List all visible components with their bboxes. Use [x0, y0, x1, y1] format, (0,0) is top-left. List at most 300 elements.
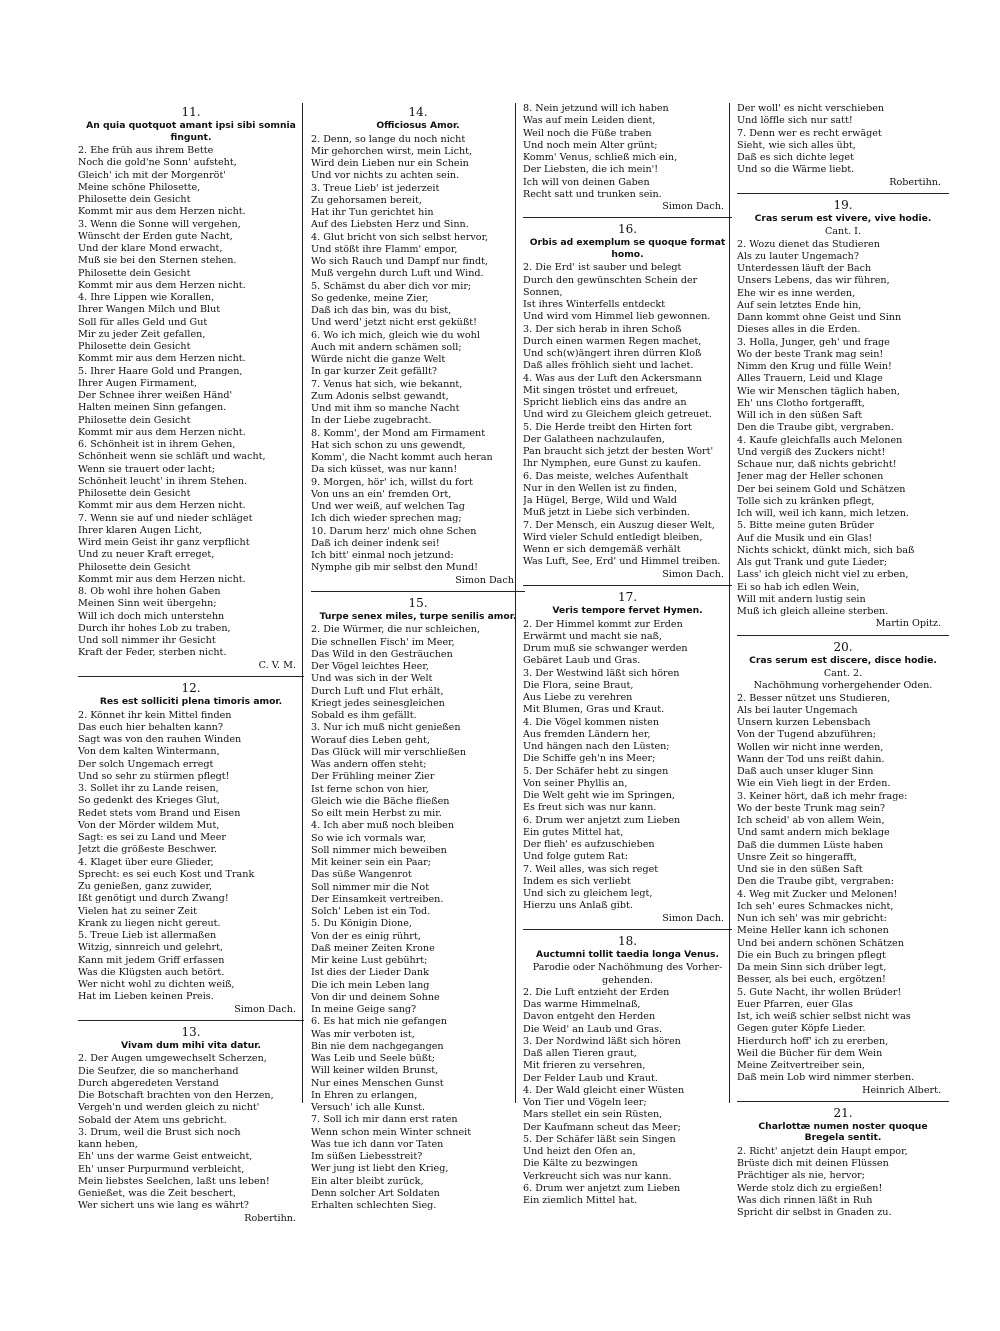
verse-line: 5. Die Herde treibt den Hirten fort: [523, 421, 693, 433]
verse-line: Der Liebsten, die ich mein'!: [523, 164, 659, 176]
verse-line: In meine Geige sang?: [311, 1004, 417, 1016]
verse-line: Sagt: es sei zu Land und Meer: [78, 832, 226, 844]
verse-line: So gedenkt des Krieges Glut,: [78, 795, 220, 807]
verse-line: Mit keiner sein ein Paar;: [311, 857, 432, 869]
poem-subtitle: gehenden.: [602, 974, 653, 986]
poem-number: 18.: [617, 933, 638, 948]
verse-line: Daß ich deiner indenk sei!: [311, 537, 440, 549]
verse-line: 7. Denn wer es recht erwäget: [737, 127, 882, 139]
column-2: [302, 103, 525, 1212]
verse-line: 4. Ihre Lippen wie Korallen,: [78, 292, 215, 304]
poem-author: Heinrich Albert.: [862, 1084, 941, 1096]
verse-line: Den die Traube gibt, vergraben:: [737, 876, 894, 888]
verse-line: Wenn sie trauert oder lacht;: [78, 463, 216, 475]
verse-line: 2. Richt' anjetzt dein Haupt empor,: [737, 1145, 908, 1157]
poem: [523, 103, 732, 213]
verse-line: Brüste dich mit deinen Flüssen: [737, 1158, 889, 1170]
verse-line: Mir zu jeder Zeit gefallen,: [78, 328, 206, 340]
verse-line: 3. Nur ich muß nicht genießen: [311, 722, 461, 734]
verse-line: Schönheit leucht' in ihrem Stehen.: [78, 475, 248, 487]
verse-line: Von dem kalten Wintermann,: [78, 746, 220, 758]
verse-line: 5. Ihrer Haare Gold und Prangen,: [78, 365, 243, 377]
verse-line: Der Frühling meiner Zier: [311, 771, 435, 783]
verse-line: Komm', die Nacht kommt auch heran: [311, 452, 493, 464]
verse-line: 5. Der Schäfer läßt sein Singen: [523, 1133, 676, 1145]
verse-line: Kommt mir aus dem Herzen nicht.: [78, 426, 246, 438]
poem: [78, 105, 304, 672]
verse-line: So wie ich vormals war,: [311, 832, 427, 844]
verse-line: Wird mein Geist ihr ganz verpflicht: [78, 537, 250, 549]
poem-title: An quia quotquot amant ipsi sibi somnia fingunt.: [86, 120, 296, 143]
verse-line: Daß die dummen Lüste haben: [737, 839, 884, 851]
verse-line: 2. Wozu dienet das Studieren: [737, 238, 880, 250]
verse-line: Auf sein letztes Ende hin,: [737, 299, 862, 311]
verse-line: 3. Treue Lieb' ist jederzeit: [311, 182, 440, 194]
verse-line: 2. Der Augen umgewechselt Scherzen,: [78, 1053, 267, 1065]
verse-line: Der Felder Laub und Kraut.: [523, 1072, 658, 1084]
verse-line: Die Flora, seine Braut,: [523, 679, 634, 691]
separator-rule: [311, 591, 525, 592]
verse-line: Der flieh' es aufzuschieben: [523, 839, 655, 851]
verse-line: 8. Nein jetzund will ich haben: [523, 103, 669, 114]
verse-line: Muß jetzt in Liebe sich verbinden.: [523, 507, 690, 519]
poem-title: Orbis ad exemplum se quoque format homo.: [529, 237, 726, 260]
verse-line: 10. Darum herz' mich ohne Schen: [311, 525, 477, 537]
verse-line: Kommt mir aus dem Herzen nicht.: [78, 206, 246, 218]
verse-line: Durch Luft und Flut erhält,: [311, 685, 444, 697]
verse-line: 3. Der Westwind läßt sich hören: [523, 667, 680, 679]
verse-line: Hat im Lieben keinen Preis.: [78, 991, 214, 1003]
verse-line: Wenn schon mein Winter schneit: [311, 1126, 472, 1138]
verse-line: Kraft der Feder, sterben nicht.: [78, 647, 227, 659]
verse-line: Der Schnee ihrer weißen Händ': [78, 390, 233, 402]
verse-line: 7. Der Mensch, ein Auszug dieser Welt,: [523, 519, 715, 531]
verse-line: 2. Der Himmel kommt zur Erden: [523, 618, 683, 630]
verse-line: Denn solcher Art Soldaten: [311, 1187, 440, 1199]
verse-line: 6. Drum wer anjetzt zum Lieben: [523, 1182, 681, 1194]
verse-line: Gebäret Laub und Gras.: [523, 655, 641, 667]
verse-line: Und wird zu Gleichem gleich getreuet.: [523, 409, 712, 421]
column-1: [78, 103, 304, 1229]
verse-line: Nur eines Menschen Gunst: [311, 1077, 444, 1089]
poem: [737, 198, 949, 631]
verse-line: Zum Adonis selbst gewandt,: [311, 390, 449, 402]
column-3: [515, 103, 732, 1207]
verse-line: Aus Liebe zu verehren: [523, 692, 633, 704]
verse-line: 2. Die Würmer, die nur schleichen,: [311, 624, 481, 636]
verse-line: Die Schiffe geh'n ins Meer;: [523, 753, 656, 765]
verse-line: Eh' uns Clotho fortgerafft,: [737, 397, 865, 409]
verse-line: Den die Traube gibt, vergraben.: [737, 422, 894, 434]
verse-line: Unsers Lebens, das wir führen,: [737, 275, 890, 287]
verse-line: Ich seh' eures Schmackes nicht,: [737, 900, 894, 912]
verse-line: 4. Glut bricht von sich selbst hervor,: [311, 231, 489, 243]
verse-line: Vielen hat zu seiner Zeit: [78, 905, 197, 917]
verse-line: Mit Blumen, Gras und Kraut.: [523, 704, 665, 716]
verse-line: Wünscht der Erden gute Nacht,: [78, 230, 233, 242]
verse-line: Von der Tugend abzuführen;: [737, 729, 876, 741]
verse-line: Meinen Sinn weit übergehn;: [78, 598, 217, 610]
verse-line: Wann der Tod uns reißt dahin.: [737, 753, 885, 765]
verse-line: Alles Trauern, Leid und Klage: [737, 373, 883, 385]
verse-line: Spricht dir selbst in Gnaden zu.: [737, 1207, 892, 1219]
verse-line: Kommt mir aus dem Herzen nicht.: [78, 279, 246, 291]
verse-line: Und folge gutem Rat:: [523, 851, 628, 863]
verse-line: 5. Treue Lieb ist allermaßen: [78, 930, 217, 942]
separator-rule: [78, 676, 304, 677]
poem-number: 19.: [833, 197, 853, 212]
verse-line: Da sich küsset, was nur kann!: [311, 464, 458, 476]
verse-line: Ich will, weil ich kann, mich letzen.: [737, 508, 909, 520]
verse-line: Jetzt die größeste Beschwer.: [78, 844, 218, 856]
verse-line: Und soll nimmer ihr Gesicht: [78, 635, 216, 647]
verse-line: Zu genießen, ganz zuwider,: [78, 881, 213, 893]
verse-line: Das Glück will mir verschließen: [311, 746, 467, 758]
verse-line: 5. Schämst du aber dich vor mir;: [311, 280, 472, 292]
poem-subtitle: Cant. I.: [824, 226, 862, 238]
verse-line: 4. Kaufe gleichfalls auch Melonen: [737, 434, 903, 446]
separator-rule: [737, 193, 949, 194]
verse-line: Sagt was von den rauhen Winden: [78, 734, 242, 746]
verse-line: Erwärmt und macht sie naß,: [523, 630, 663, 642]
separator-rule: [737, 635, 949, 636]
verse-line: Witzig, sinnreich und gelehrt,: [78, 942, 224, 954]
verse-line: Die Botschaft brachten von den Herzen,: [78, 1090, 274, 1102]
verse-line: 4. Ich aber muß noch bleiben: [311, 820, 455, 832]
verse-line: Besser, als bei euch, ergötzen!: [737, 974, 886, 986]
verse-line: Philosette dein Gesicht: [78, 488, 191, 500]
verse-line: Die Weid' an Laub und Gras.: [523, 1023, 663, 1035]
verse-line: Durch den gewünschten Schein der: [523, 274, 698, 286]
verse-line: 6. Schönheit ist in ihrem Gehen,: [78, 439, 236, 451]
verse-line: Ja Hügel, Berge, Wild und Wald: [523, 495, 677, 507]
verse-line: Ein ziemlich Mittel hat.: [523, 1195, 638, 1207]
poem-title: Turpe senex miles, turpe senilis amor.: [319, 610, 517, 622]
verse-line: So eilt mein Herbst zu mir.: [311, 808, 442, 820]
verse-line: 3. Keiner hört, daß ich mehr frage:: [737, 790, 908, 802]
verse-line: Ist ferne schon von hier,: [311, 783, 429, 795]
verse-line: 3. Sollet ihr zu Lande reisen,: [78, 783, 219, 795]
verse-line: Und so sehr zu stürmen pflegt!: [78, 770, 230, 782]
poem-author: Simon Dach.: [662, 568, 724, 580]
verse-line: Philosette dein Gesicht: [78, 561, 191, 573]
verse-line: Solch' Leben ist ein Tod.: [311, 906, 431, 918]
verse-line: Und hängen nach den Lüsten;: [523, 741, 670, 753]
separator-rule: [737, 1101, 949, 1102]
verse-line: Indem es sich verliebt: [523, 875, 631, 887]
verse-line: Das Wild in den Gesträuchen: [311, 648, 453, 660]
verse-line: Da mein Sinn sich drüber legt,: [737, 962, 887, 974]
verse-line: Soll nimmer mir die Not: [311, 881, 430, 893]
poem-author: Simon Dach.: [234, 1003, 296, 1015]
verse-line: 6. Wo ich mich, gleich wie du wohl: [311, 329, 480, 341]
verse-line: Noch die gold'ne Sonn' aufsteht,: [78, 157, 237, 169]
verse-line: Wer jung ist liebt den Krieg,: [311, 1163, 449, 1175]
verse-line: Unsern kurzen Lebensbach: [737, 717, 871, 729]
verse-line: Und sich zu gleichem legt,: [523, 888, 653, 900]
verse-line: Wo sich Rauch und Dampf nur findt,: [311, 256, 488, 268]
poem-title: Cras serum est vivere, vive hodie.: [754, 212, 932, 224]
verse-line: Daß allen Tieren graut,: [523, 1048, 637, 1060]
verse-line: Mit singen tröstet und erfreuet,: [523, 384, 678, 396]
poem-number: 11.: [181, 105, 201, 119]
verse-line: Krank zu liegen nicht gereut.: [78, 917, 221, 929]
verse-line: Daß auch unser kluger Sinn: [737, 766, 874, 778]
verse-line: 8. Ob wohl ihre hohen Gaben: [78, 586, 221, 598]
verse-line: Sobald der Atem uns gebricht.: [78, 1114, 227, 1126]
verse-line: Wo der beste Trunk mag sein?: [737, 802, 886, 814]
verse-line: Halten meinen Sinn gefangen.: [78, 402, 227, 414]
poem-author: Robertihn.: [889, 176, 941, 188]
verse-line: Daß mein Lob wird nimmer sterben.: [737, 1072, 915, 1084]
poem: [78, 681, 304, 1016]
verse-line: Im süßen Liebesstreit?: [311, 1151, 423, 1163]
verse-line: Und bei andern schönen Schätzen: [737, 937, 904, 949]
verse-line: Was tue ich dann vor Taten: [311, 1138, 444, 1150]
verse-line: Muß sie bei den Sternen stehen.: [78, 255, 237, 267]
verse-line: Und zu neuer Kraft erreget,: [78, 549, 215, 561]
poem-author: Robertihn.: [244, 1212, 296, 1224]
verse-line: Pan braucht sich jetzt der besten Wort': [523, 446, 714, 458]
verse-line: Davon entgeht den Herden: [523, 1011, 656, 1023]
verse-line: Worauf dies Leben geht,: [311, 734, 430, 746]
verse-line: Kann mit jedem Griff erfassen: [78, 954, 225, 966]
verse-line: Will ich in den süßen Saft: [737, 410, 863, 422]
verse-line: Und der klare Mond erwacht,: [78, 243, 223, 255]
verse-line: 7. Wenn sie auf und nieder schläget: [78, 512, 253, 524]
poem-subtitle: Nachöhmung vorhergehender Oden.: [753, 680, 933, 692]
verse-line: Von uns an ein' fremden Ort,: [311, 488, 452, 500]
verse-line: Gegen guter Köpfe Lieder.: [737, 1023, 866, 1035]
poem: [737, 640, 949, 1097]
verse-line: Nur in den Wellen ist zu finden,: [523, 482, 678, 494]
poem-number: 14.: [408, 105, 428, 119]
verse-line: Nun ich seh' was mir gebricht:: [737, 913, 887, 925]
verse-line: Als zu lauter Ungemach?: [737, 250, 859, 262]
verse-line: Daß ich das bin, was du bist,: [311, 305, 452, 317]
verse-line: Nymphe gib mir selbst den Mund!: [311, 562, 479, 574]
verse-line: Philosette dein Gesicht: [78, 267, 191, 279]
verse-line: Es freut sich was nur kann.: [523, 802, 657, 814]
verse-line: Vergeh'n und werden gleich zu nicht': [78, 1102, 260, 1114]
verse-line: Kommt mir aus dem Herzen nicht.: [78, 573, 246, 585]
verse-line: Dann kommt ohne Geist und Sinn: [737, 312, 902, 324]
verse-line: 3. Holla, Junger, geh' und frage: [737, 336, 890, 348]
verse-line: Weil die Bücher für dem Wein: [737, 1047, 883, 1059]
verse-line: Schaue nur, daß nichts gebricht!: [737, 459, 897, 471]
verse-line: Ihrer Augen Firmament,: [78, 377, 198, 389]
separator-rule: [523, 217, 732, 218]
poem-number: 13.: [181, 1024, 201, 1039]
verse-line: Was auf mein Leiden dient,: [523, 115, 656, 127]
verse-line: Muß ich gleich alleine sterben.: [737, 606, 889, 618]
verse-line: Und so die Wärme liebt.: [737, 164, 855, 176]
verse-line: 2. Die Erd' ist sauber und belegt: [523, 262, 682, 274]
verse-line: Auf des Liebsten Herz und Sinn.: [311, 219, 469, 231]
poem-number: 21.: [833, 1105, 853, 1120]
verse-line: Die Welt geht wie im Springen,: [523, 790, 675, 802]
verse-line: Schönheit wenn sie schläft und wacht,: [78, 451, 266, 463]
verse-line: Gleich wie die Bäche fließen: [311, 795, 450, 807]
verse-line: Wie ein Vieh liegt in der Erden.: [737, 778, 891, 790]
poem: [737, 103, 949, 189]
verse-line: Dieses alles in die Erden.: [737, 324, 861, 336]
verse-line: Daß alles fröhlich sieht und lachet.: [523, 360, 694, 372]
verse-line: 2. Denn, so lange du noch nicht: [311, 133, 466, 145]
verse-line: Wo der beste Trank mag sein!: [737, 348, 884, 360]
verse-line: Der solch Ungemach erregt: [78, 758, 214, 770]
verse-line: Gleich' ich mit der Morgenröt': [78, 169, 226, 181]
verse-line: Verkreucht sich was nur kann.: [523, 1170, 672, 1182]
verse-line: Mir gehorchen wirst, mein Licht,: [311, 145, 473, 157]
verse-line: Von Tier und Vögeln leer;: [523, 1097, 647, 1109]
verse-line: 4. Der Wald gleicht einer Wüsten: [523, 1084, 685, 1096]
verse-line: Drum muß sie schwanger werden: [523, 643, 688, 655]
verse-line: Durch abgeredeten Verstand: [78, 1077, 219, 1089]
verse-line: Von der Mörder wildem Mut,: [78, 819, 220, 831]
verse-line: Will mit andern lustig sein: [737, 593, 866, 605]
verse-line: Will keiner wilden Brunst,: [311, 1065, 439, 1077]
verse-line: Werde stolz dich zu ergießen!: [737, 1182, 883, 1194]
verse-line: Meine Zeitvertreiber sein,: [737, 1060, 865, 1072]
poem-title: Res est solliciti plena timoris amor.: [99, 695, 283, 707]
verse-line: 4. Weg mit Zucker und Melonen!: [737, 888, 898, 900]
verse-line: Ihrer Wangen Milch und Blut: [78, 304, 221, 316]
verse-line: Ihr Nymphen, eure Gunst zu kaufen.: [523, 458, 702, 470]
verse-line: Was dich rinnen läßt in Ruh: [737, 1194, 873, 1206]
poem: [78, 1025, 304, 1225]
verse-line: So gedenke, meine Zier,: [311, 292, 429, 304]
verse-line: Will ich doch mich unterstehn: [78, 610, 225, 622]
verse-line: Was die Klügsten auch betört.: [78, 966, 225, 978]
verse-line: Muß vergehn durch Luft und Wind.: [311, 268, 484, 280]
verse-line: Nichts schickt, dünkt mich, sich baß: [737, 544, 915, 556]
verse-line: 7. Venus hat sich, wie bekannt,: [311, 378, 463, 390]
verse-line: Und sie in den süßen Saft: [737, 864, 863, 876]
column-4: [729, 103, 949, 1219]
verse-line: Jener mag der Heller schonen: [737, 471, 884, 483]
verse-line: Ißt genötigt und durch Zwang!: [78, 893, 229, 905]
verse-line: 4. Was aus der Luft den Ackersmann: [523, 372, 702, 384]
verse-line: Was andern offen steht;: [311, 759, 427, 771]
verse-line: Die ein Buch zu bringen pflegt: [737, 949, 886, 961]
poem-title: Vivam dum mihi vita datur.: [121, 1039, 261, 1051]
verse-line: Ei so hab ich edlen Wein,: [737, 581, 860, 593]
poem-author: Martin Opitz.: [875, 618, 941, 630]
verse-line: Ist ihres Winterfells entdeckt: [523, 299, 666, 311]
poem-number: 20.: [833, 639, 853, 654]
verse-line: Die schnellen Fisch' im Meer,: [311, 636, 455, 648]
verse-line: Die Seufzer, die so mancherhand: [78, 1065, 239, 1077]
verse-line: Wie wir Menschen täglich haben,: [737, 385, 900, 397]
poem: [311, 105, 525, 587]
verse-line: Hierdurch hoff' ich zu ererben,: [737, 1035, 889, 1047]
verse-line: In gar kurzer Zeit gefällt?: [311, 366, 438, 378]
verse-line: Auf die Musik und ein Glas!: [737, 532, 873, 544]
verse-line: Ein alter bleibt zurück,: [311, 1175, 424, 1187]
verse-line: Hierzu uns Anlaß gibt.: [523, 900, 633, 912]
verse-line: 3. Der Nordwind läßt sich hören: [523, 1035, 681, 1047]
poem: [523, 222, 732, 581]
verse-line: Das euch hier behalten kann?: [78, 721, 223, 733]
verse-line: Und heizt den Ofen an,: [523, 1146, 636, 1158]
verse-line: Ich dich wieder sprechen mag;: [311, 513, 462, 525]
verse-line: Auch mit andern schämen soll;: [311, 341, 462, 353]
verse-line: In Ehren zu erlangen,: [311, 1089, 418, 1101]
verse-line: Die ich mein Leben lang: [311, 979, 430, 991]
verse-line: Der Kaufmann scheut das Meer;: [523, 1121, 681, 1133]
poem-subtitle: Parodie oder Nachöhmung des Vorher-: [532, 962, 723, 974]
poem-author: C. V. M.: [258, 659, 296, 671]
verse-line: Was Luft, See, Erd' und Himmel treiben.: [523, 556, 721, 568]
verse-line: 5. Bitte meine guten Brüder: [737, 520, 874, 532]
verse-line: Wer nicht wohl zu dichten weiß,: [78, 979, 235, 991]
verse-line: Der Vögel leichtes Heer,: [311, 661, 429, 673]
poem-subtitle: Cant. 2.: [823, 668, 863, 680]
verse-line: Die Kälte zu bezwingen: [523, 1158, 638, 1170]
verse-line: Sprecht: es sei euch Kost und Trank: [78, 868, 255, 880]
verse-line: 3. Drum, weil die Brust sich noch: [78, 1126, 241, 1138]
verse-line: Philosette dein Gesicht: [78, 341, 191, 353]
verse-line: Als bei lauter Ungemach: [737, 704, 858, 716]
separator-rule: [523, 585, 732, 586]
verse-line: Sobald es ihm gefällt.: [311, 710, 417, 722]
verse-line: Lass' ich gleich nicht viel zu erben,: [737, 569, 909, 581]
verse-line: Spricht lieblich eins das andre an: [523, 397, 687, 409]
verse-line: Und vor nichts zu achten sein.: [311, 170, 460, 182]
verse-line: Mein liebstes Seelchen, laßt uns leben!: [78, 1175, 270, 1187]
verse-line: Der woll' es nicht verschieben: [737, 103, 885, 114]
verse-line: Soll nimmer mich beweiben: [311, 844, 447, 856]
verse-line: Und werd' jetzt nicht erst geküßt!: [311, 317, 477, 329]
separator-rule: [78, 1020, 304, 1021]
verse-line: Komm' Venus, schließ mich ein,: [523, 152, 678, 163]
verse-line: Unsre Zeit so hingerafft,: [737, 851, 857, 863]
verse-line: Euer Pfarren, euer Glas: [737, 998, 853, 1010]
poem-number: 17.: [617, 589, 638, 604]
verse-line: Von dir und deinem Sohne: [311, 991, 440, 1003]
verse-line: Mit frieren zu versehren,: [523, 1060, 646, 1072]
verse-line: Versuch' ich alle Kunst.: [311, 1102, 426, 1114]
verse-line: Recht satt und trunken sein.: [523, 188, 662, 200]
verse-line: 6. Drum wer anjetzt zum Lieben: [523, 814, 681, 826]
verse-line: Meine schöne Philosette,: [78, 181, 201, 193]
poem-number: 12.: [181, 680, 201, 695]
poem: [523, 590, 732, 925]
verse-line: Tolle sich zu kränken pflegt,: [737, 495, 875, 507]
verse-line: Meine Heller kann ich schonen: [737, 925, 889, 937]
verse-line: 8. Komm', der Mond am Firmament: [311, 427, 486, 439]
verse-line: Kommt mir aus dem Herzen nicht.: [78, 500, 246, 512]
verse-line: 2. Besser nützet uns Studieren,: [737, 692, 891, 704]
verse-line: 4. Klaget über eure Glieder,: [78, 856, 214, 868]
verse-line: Was Leib und Seele büßt;: [311, 1053, 436, 1065]
verse-line: 5. Gute Nacht, ihr wollen Brüder!: [737, 986, 902, 998]
verse-line: Ehe wir es inne werden,: [737, 287, 856, 299]
verse-line: 2. Ehe früh aus ihrem Bette: [78, 145, 214, 157]
verse-line: Der bei seinem Gold und Schätzen: [737, 483, 906, 495]
verse-line: 5. Du Königin Dione,: [311, 918, 412, 930]
verse-line: Ihrer klaren Augen Licht,: [78, 524, 203, 536]
verse-line: Weil noch die Füße traben: [523, 127, 652, 139]
verse-line: 6. Es hat mich nie gefangen: [311, 1016, 447, 1028]
verse-line: Der Einsamkeit vertreiben.: [311, 893, 444, 905]
verse-line: Genießet, was die Zeit beschert,: [78, 1188, 236, 1200]
verse-line: Und stößt ihre Flamm' empor,: [311, 243, 458, 255]
verse-line: Aus fremden Ländern her,: [523, 728, 651, 740]
verse-line: Und was sich in der Welt: [311, 673, 433, 685]
verse-line: Und wer weiß, auf welchen Tag: [311, 501, 465, 513]
